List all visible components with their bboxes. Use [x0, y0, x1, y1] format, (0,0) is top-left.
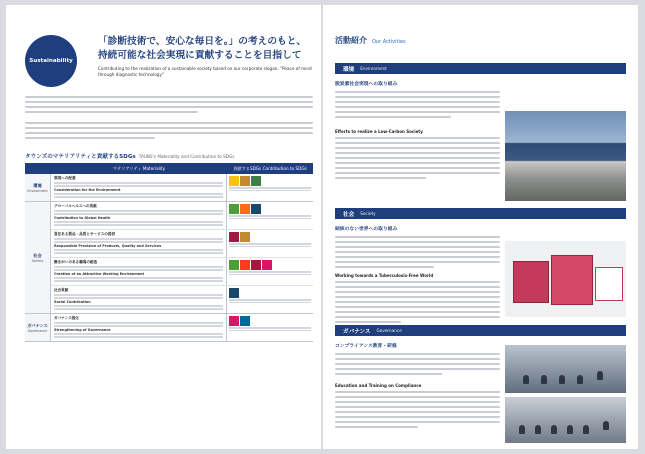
sdg-cell — [227, 202, 313, 229]
category-label-en: Governance — [27, 328, 48, 333]
environment-bar: 環境 Environment — [335, 63, 626, 74]
table-row — [25, 202, 313, 314]
materiality-label: 環境への配慮 — [54, 176, 76, 180]
intro-paragraph-en — [25, 122, 313, 142]
materiality-label: ガバナンス強化 — [54, 316, 79, 320]
sdg-goal-icon — [251, 204, 261, 214]
training-photo-2 — [505, 397, 626, 443]
environment-heading: 脱炭素社会実現への取り組み — [335, 82, 398, 87]
environment-heading-en: Efforts to realize a Low-Carbon Society — [335, 129, 423, 134]
table-row — [25, 174, 313, 202]
sdg-goal-icon — [251, 176, 261, 186]
materiality-label-en: Social Contribution — [54, 300, 91, 304]
category-cell — [25, 314, 51, 341]
governance-text-jp — [335, 353, 500, 378]
sdg-goal-icon — [229, 232, 239, 242]
category-label: 社会 — [33, 252, 42, 258]
training-photo-1 — [505, 345, 626, 393]
report-spread — [6, 5, 639, 449]
social-bar: 社会 Society — [335, 208, 626, 219]
sdg-goal-icon — [229, 316, 239, 326]
materiality-cell — [51, 230, 227, 257]
page-title: 「診断技術で、安心な毎日を。」の考えのもと、 持続可能な社会実現に貢献することを目指して — [98, 36, 307, 61]
materiality-header: マテリアリティ Materiality — [112, 165, 166, 171]
sdg-cell — [227, 286, 313, 313]
category-label: ガバナンス — [27, 322, 48, 328]
materiality-label: グローバルヘルスへの貢献 — [54, 204, 97, 208]
sdg-cell — [227, 174, 313, 201]
materiality-cell — [51, 202, 227, 229]
materiality-cell — [51, 174, 227, 201]
table-header — [25, 163, 313, 174]
category-label: 環境 — [33, 182, 42, 188]
environment-text-en — [335, 137, 500, 182]
category-label-en: Environment — [27, 188, 48, 193]
category-cell — [25, 202, 51, 313]
activity-heading: 活動紹介 Our Activities — [335, 36, 406, 45]
materiality-label-en: Consideration for the Environment — [54, 188, 121, 192]
social-text-jp — [335, 236, 500, 271]
sustainability-badge: Sustainability — [25, 35, 77, 87]
sdg-goal-icon — [251, 260, 261, 270]
sdg-goal-icon — [262, 260, 272, 270]
governance-text-en — [335, 391, 500, 431]
materiality-cell — [51, 314, 227, 341]
materiality-label: 働きがいのある職場の創造 — [54, 260, 98, 264]
social-text-en — [335, 281, 500, 326]
sdg-goal-icon — [240, 176, 250, 186]
sdg-goal-icon — [240, 260, 250, 270]
governance-heading-en: Education and Training on Compliance — [335, 383, 422, 388]
materiality-label-en: Responsible Provision of Products, Quality and Services — [54, 244, 162, 248]
category-label-en: Society — [31, 258, 44, 263]
materiality-label-en: Strengthening of Governance — [54, 328, 111, 332]
materiality-label: 社会貢献 — [54, 288, 69, 292]
sdg-goal-icon — [229, 176, 239, 186]
sdg-goal-icon — [240, 316, 250, 326]
materiality-cell — [51, 286, 227, 313]
sdgs-header: 貢献するSDGs Contribution to SDGs — [233, 165, 307, 171]
sdg-goal-icon — [240, 232, 250, 242]
sdg-cell — [227, 314, 313, 341]
materiality-table — [25, 163, 313, 342]
sdg-goal-icon — [229, 204, 239, 214]
page-subtitle: Contributing to the realization of a sustainable society based on our corporate slogan, "Peace of mind through diagnostic technology" — [98, 66, 312, 78]
materiality-label: 責任ある製品・品質とサービスの提供 — [54, 232, 116, 236]
environment-text-jp — [335, 91, 500, 121]
materiality-label-en: Creation of an Attractive Working Environment — [54, 272, 145, 276]
materiality-label-en: Contribution to Global Health — [54, 216, 111, 220]
left-page — [6, 5, 321, 449]
sdg-section-title: タウンズのマテリアリティと貢献するSDGs TAUNS's Materiality and Contribution to SDGs — [25, 154, 235, 160]
factory-solar-photo — [505, 111, 626, 201]
sdg-cell — [227, 258, 313, 285]
category-cell — [25, 174, 51, 201]
right-page — [323, 5, 638, 449]
table-row — [25, 314, 313, 342]
governance-heading: コンプライアンス教育・研修 — [335, 344, 397, 349]
social-heading: 結核のない世界への取り組み — [335, 227, 398, 232]
social-heading-en: Working towards a Tuberculosis-Free World — [335, 273, 434, 278]
sdg-goal-icon — [240, 204, 250, 214]
sdg-goal-icon — [229, 288, 239, 298]
intro-paragraph-jp — [25, 96, 313, 116]
sdg-cell — [227, 230, 313, 257]
test-kit-product-photo — [505, 241, 626, 317]
governance-bar: ガバナンス Governance — [335, 325, 626, 336]
sdg-goal-icon — [229, 260, 239, 270]
materiality-cell — [51, 258, 227, 285]
